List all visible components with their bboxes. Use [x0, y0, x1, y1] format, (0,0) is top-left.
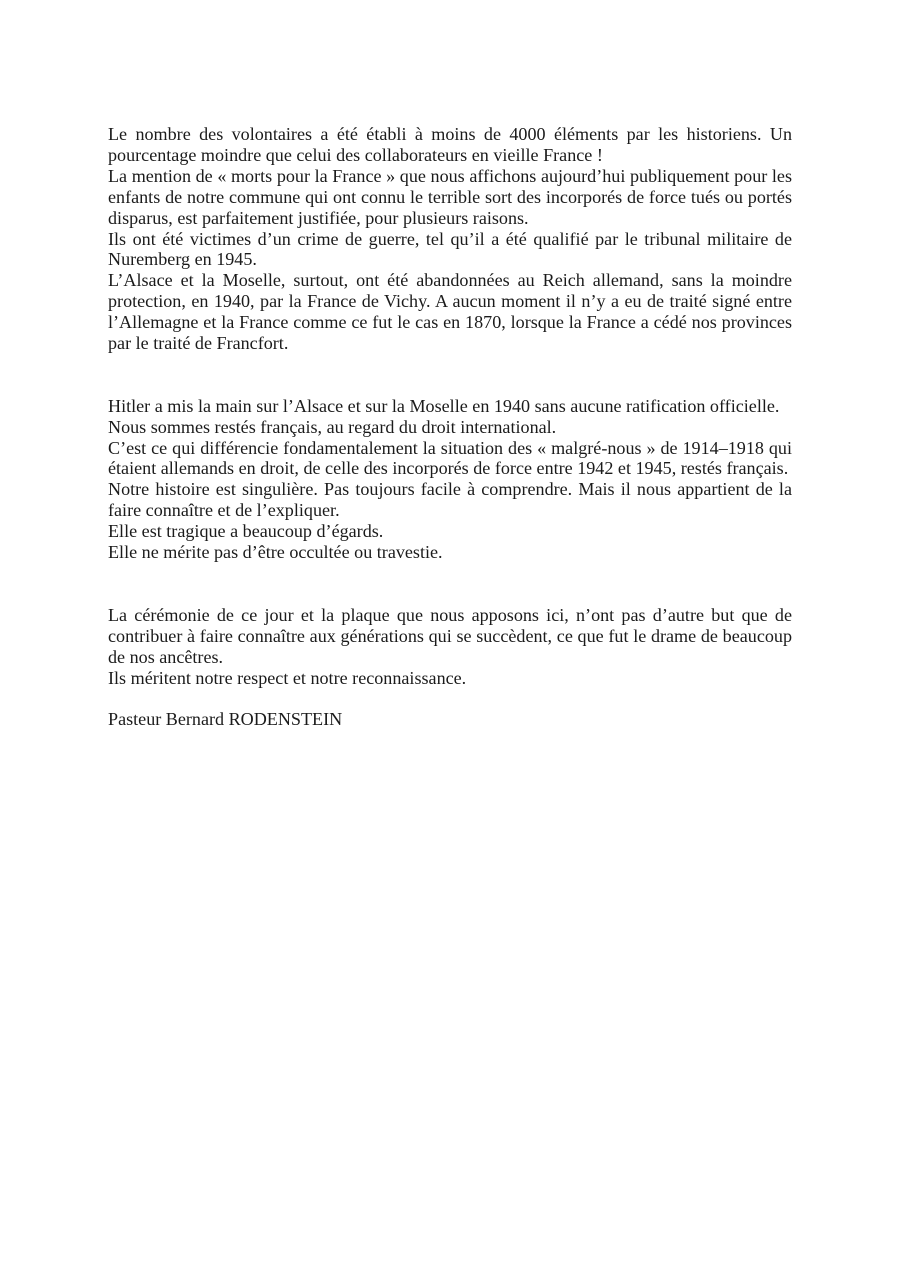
text-line: Notre histoire est singulière. Pas toujours facile à comprendre. Mais il nous appartient de la — [108, 479, 792, 500]
paragraph-ceremonie — [108, 605, 792, 668]
text-line: Ils méritent notre respect et notre reconnaissance. — [108, 667, 467, 688]
text-line: l’Allemagne et la France comme ce fut le cas en 1870, lorsque la France a cédé nos provinces — [108, 312, 792, 333]
signature — [108, 709, 792, 730]
paragraph-tragique — [108, 521, 792, 542]
text-line: faire connaître et de l’expliquer. — [108, 500, 340, 521]
paragraph-mention-morts-pour-la-france — [108, 166, 792, 229]
text-line: Nous sommes restés français, au regard du droit international. — [108, 416, 557, 437]
paragraph-malgre-nous — [108, 438, 792, 480]
paragraph-hitler-ratification — [108, 396, 792, 417]
document-content — [108, 124, 792, 730]
text-line: Ils ont été victimes d’un crime de guerre, tel qu’il a été qualifié par le tribunal militaire de — [108, 228, 792, 249]
text-line: pourcentage moindre que celui des collaborateurs en vieille France ! — [108, 144, 603, 165]
text-line: Nuremberg en 1945. — [108, 249, 257, 270]
text-line: Elle ne mérite pas d’être occultée ou travestie. — [108, 542, 443, 563]
text-line: C’est ce qui différencie fondamentalement la situation des « malgré-nous » de 1914–1918 qui — [108, 437, 792, 458]
text-line: Hitler a mis la main sur l’Alsace et sur la Moselle en 1940 sans aucune ratification officielle. — [108, 395, 780, 416]
paragraph-volontaires — [108, 124, 792, 166]
text-line: disparus, est parfaitement justifiée, pour plusieurs raisons. — [108, 207, 529, 228]
paragraph-alsace-moselle — [108, 270, 792, 354]
text-line: protection, en 1940, par la France de Vichy. A aucun moment il n’y a eu de traité signé entre — [108, 291, 792, 312]
text-line: étaient allemands en droit, de celle des incorporés de force entre 1942 et 1945, restés français. — [108, 458, 789, 479]
text-line: La mention de « morts pour la France » que nous affichons aujourd’hui publiquement pour les — [108, 165, 792, 186]
text-line: par le traité de Francfort. — [108, 333, 289, 354]
text-line: Le nombre des volontaires a été établi à moins de 4000 éléments par les historiens. Un — [108, 124, 792, 144]
paragraph-occultee — [108, 542, 792, 563]
text-line: contribuer à faire connaître aux générations qui se succèdent, ce que fut le drame de beaucoup — [108, 625, 792, 646]
paragraph-histoire-singuliere — [108, 479, 792, 521]
text-line: Elle est tragique a beaucoup d’égards. — [108, 521, 384, 542]
text-line: La cérémonie de ce jour et la plaque que nous apposons ici, n’ont pas d’autre but que de — [108, 604, 792, 625]
text-line: enfants de notre commune qui ont connu le terrible sort des incorporés de force tués ou portés — [108, 186, 792, 207]
text-line: L’Alsace et la Moselle, surtout, ont été abandonnées au Reich allemand, sans la moindre — [108, 270, 792, 291]
text-line: de nos ancêtres. — [108, 646, 224, 667]
paragraph-crime-de-guerre — [108, 229, 792, 271]
text-line: Pasteur Bernard RODENSTEIN — [108, 709, 343, 730]
paragraph-restes-francais — [108, 417, 792, 438]
paragraph-respect — [108, 668, 792, 689]
